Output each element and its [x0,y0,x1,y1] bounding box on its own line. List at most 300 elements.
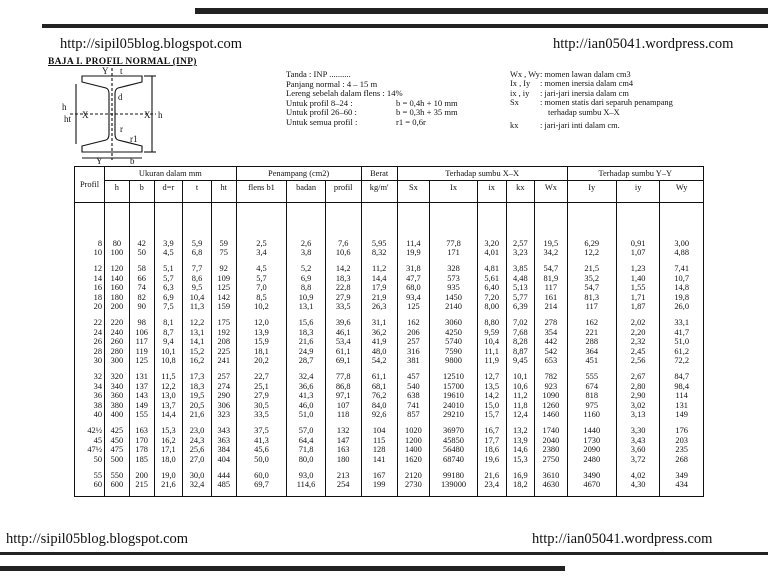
table-cell: 0,91 [616,239,659,248]
table-row [75,264,704,273]
table-cell: 31,1 [361,318,397,327]
table-cell: 139000 [430,480,478,489]
table-cell: 163 [325,445,361,454]
table-cell: 18,2 [506,480,535,489]
table-row [75,293,704,302]
table-cell: 54,2 [361,356,397,365]
table-cell: 10,1 [506,372,535,381]
table-cell: 27,0 [183,455,212,464]
table-cell: 80,0 [287,455,325,464]
table-cell: 159 [211,302,236,311]
table-row [75,410,704,419]
header-profil: Profil [75,167,105,203]
table-cell: 45850 [430,436,478,445]
table-cell: 500 [105,455,130,464]
table-cell: 28 [75,347,105,356]
table-cell: 1460 [535,410,567,419]
table-cell: 93,0 [287,471,325,480]
table-cell: 2,20 [616,328,659,337]
table-cell: 176 [660,426,704,435]
table-cell: 16,7 [477,426,506,435]
table-cell: 1440 [567,426,616,435]
table-cell: 10,4 [183,293,212,302]
table-cell: 2,67 [616,372,659,381]
table-cell: 76,2 [361,391,397,400]
table-cell: 10,6 [506,382,535,391]
table-cell: 171 [430,248,478,257]
table-row [75,356,704,365]
table-row [75,471,704,480]
table-cell: 82 [129,293,154,302]
table-row [75,391,704,400]
table-cell: 16,9 [506,471,535,480]
table-row [75,337,704,346]
table-cell: 360 [105,391,130,400]
table-cell: 254 [325,480,361,489]
legend-profil-8-24-value: b = 0,4h + 10 mm [396,97,458,108]
table-cell: 199 [361,480,397,489]
table-cell: 5,2 [287,264,325,273]
table-cell: 45,6 [236,445,287,454]
table-row [75,302,704,311]
table-cell: 155 [129,410,154,419]
table-cell: 37,5 [236,426,287,435]
table-cell: 6,40 [477,283,506,292]
table-cell: 400 [105,410,130,419]
table-cell: 442 [535,337,567,346]
table-cell: 131 [129,372,154,381]
table-cell: 1200 [397,436,429,445]
table-row [75,283,704,292]
table-cell: 24010 [430,401,478,410]
document-title: BAJA I. PROFIL NORMAL (INP) [48,57,197,67]
table-cell: 240 [105,328,130,337]
table-cell: 142 [211,293,236,302]
table-cell: 119 [129,347,154,356]
profile-table [74,166,704,497]
table-cell: 66 [129,274,154,283]
table-cell: 2040 [535,436,567,445]
table-cell: 215 [129,480,154,489]
table-cell: 33,5 [236,410,287,419]
table-cell: 58 [129,264,154,273]
table-cell: 17,9 [361,283,397,292]
diagram-label-ht: ht [64,114,72,124]
diagram-label-y-bottom: Y [96,156,103,164]
table-cell: 1160 [567,410,616,419]
legend-semua-value: r1 = 0,6r [396,116,426,127]
table-cell: 975 [567,401,616,410]
table-cell: 2,90 [616,391,659,400]
table-cell: 573 [430,274,478,283]
table-cell: 1090 [535,391,567,400]
table-cell: 60,0 [236,471,287,480]
table-cell: 6,39 [506,302,535,311]
table-cell: 1,23 [616,264,659,273]
subheader-d: d=r [154,181,183,203]
subheader-ix-small: ix [477,181,506,203]
table-cell: 257 [211,372,236,381]
table-cell: 363 [211,436,236,445]
table-cell: 3,23 [506,248,535,257]
table-cell: 24 [75,328,105,337]
subheader-badan: badan [287,181,325,203]
table-cell: 3060 [430,318,478,327]
table-row [75,239,704,248]
table-row [75,445,704,454]
table-cell: 36 [75,391,105,400]
table-cell: 26 [75,337,105,346]
table-row [75,318,704,327]
table-cell: 3,60 [616,445,659,454]
table-cell: 27,9 [325,293,361,302]
table-spacer-row [75,311,704,318]
table-cell: 10 [75,248,105,257]
subheader-iy-big: Iy [567,181,616,203]
table-cell: 8 [75,239,105,248]
table-cell: 12510 [430,372,478,381]
table-cell: 4,88 [660,248,704,257]
table-cell: 92,6 [361,410,397,419]
table-cell: 13,0 [154,391,183,400]
table-cell: 6,8 [183,248,212,257]
table-cell: 47½ [75,445,105,454]
table-cell: 10,2 [236,302,287,311]
table-spacer-row [75,203,704,239]
table-cell: 178 [129,445,154,454]
table-cell: 6,29 [567,239,616,248]
table-cell: 128 [361,445,397,454]
table-cell: 12,2 [567,248,616,257]
table-cell: 114 [660,391,704,400]
table-spacer-row [75,419,704,426]
table-cell: 8,6 [183,274,212,283]
table-cell: 8,5 [236,293,287,302]
table-cell: 381 [397,356,429,365]
table-cell: 2,45 [616,347,659,356]
table-cell: 10,9 [287,293,325,302]
table-cell: 19,6 [477,455,506,464]
table-cell: 60 [75,480,105,489]
table-cell: 9,4 [154,337,183,346]
table-cell: 1,87 [616,302,659,311]
table-cell: 30 [75,356,105,365]
table-cell: 18,1 [236,347,287,356]
table-cell: 5,13 [506,283,535,292]
table-row [75,426,704,435]
table-cell: 170 [129,436,154,445]
table-cell: 61,1 [325,347,361,356]
table-cell: 5,77 [506,293,535,302]
table-cell: 71,8 [287,445,325,454]
subheader-profil: profil [325,181,361,203]
table-cell: 7590 [430,347,478,356]
legend-tanda: Tanda : INP .......... [286,69,351,79]
table-cell: 104 [361,426,397,435]
table-cell: 5,95 [361,239,397,248]
table-cell: 140 [105,274,130,283]
table-cell: 180 [325,455,361,464]
url-left-bottom[interactable]: http://sipil05blog.blogspot.com [6,531,189,547]
table-cell: 2,32 [616,337,659,346]
table-cell: 8,7 [154,328,183,337]
table-cell: 36,2 [361,328,397,337]
table-cell: 21,6 [154,480,183,489]
table-cell: 106 [129,328,154,337]
table-cell: 41,7 [660,328,704,337]
table-cell: 306 [211,401,236,410]
table-cell: 125 [129,356,154,365]
table-cell: 7,20 [477,293,506,302]
table-cell: 81,9 [535,274,567,283]
table-cell: 36970 [430,426,478,435]
table-cell: 653 [535,356,567,365]
table-cell: 53,4 [325,337,361,346]
table-cell: 485 [211,480,236,489]
symbol-i-small: ix , iy [510,88,530,98]
table-cell: 38 [75,401,105,410]
symbol-s: Sx [510,98,519,108]
table-cell: 86,8 [325,382,361,391]
table-cell: 1,07 [616,248,659,257]
table-cell: 8,28 [506,337,535,346]
table-cell: 235 [660,445,704,454]
url-left-top[interactable]: http://sipil05blog.blogspot.com [60,36,243,52]
table-cell: 857 [397,410,429,419]
table-cell: 550 [105,471,130,480]
table-cell: 818 [567,391,616,400]
table-cell: 13,1 [183,328,212,337]
table-cell: 90 [129,302,154,311]
table-cell: 1020 [397,426,429,435]
table-cell: 75 [211,248,236,257]
table-cell: 2,80 [616,382,659,391]
table-cell: 203 [660,436,704,445]
table-cell: 80 [105,239,130,248]
table-cell: 2750 [535,455,567,464]
table-cell: 290 [211,391,236,400]
diagram-label-y-top: Y [102,66,109,76]
subheader-flens: flens b1 [236,181,287,203]
url-right-top[interactable]: http://ian05041.wordpress.com [553,36,734,52]
table-cell: 15700 [430,382,478,391]
table-cell: 74 [129,283,154,292]
table-cell: 14 [75,274,105,283]
symbol-s-desc-cont: terhadap sumbu X–X [548,107,620,117]
table-cell: 12,0 [236,318,287,327]
table-cell: 208 [211,337,236,346]
table-cell: 98,4 [660,382,704,391]
table-cell: 6,3 [154,283,183,292]
table-spacer-row [75,464,704,471]
table-cell: 3,72 [616,455,659,464]
table-cell: 14,4 [154,410,183,419]
table-cell: 15,6 [287,318,325,327]
table-cell: 57,0 [287,426,325,435]
table-cell: 21,6 [183,410,212,419]
table-cell: 19,8 [660,293,704,302]
table-cell: 120 [105,264,130,273]
table-cell: 225 [211,347,236,356]
table-cell: 3,43 [616,436,659,445]
table-cell: 100 [105,248,130,257]
table-cell: 13,7 [154,401,183,410]
table-cell: 12,2 [154,382,183,391]
table-cell: 6,9 [287,274,325,283]
table-cell: 451 [567,356,616,365]
table-row [75,436,704,445]
header-ukuran: Ukuran dalam mm [105,167,237,181]
table-cell: 4,02 [616,471,659,480]
table-cell: 17,7 [477,436,506,445]
table-cell: 14,4 [361,274,397,283]
table-cell: 19,9 [397,248,429,257]
table-cell: 5,61 [477,274,506,283]
table-cell: 35,2 [567,274,616,283]
diagram-label-h-left: h [62,102,67,112]
table-cell: 132 [325,426,361,435]
table-cell: 68,1 [361,382,397,391]
symbol-w-desc: : momen lawan dalam cm3 [540,70,631,79]
table-cell: 163 [129,426,154,435]
table-cell: 11,4 [397,239,429,248]
table-body [75,203,704,497]
subheader-berat: kg/m' [361,181,397,203]
table-cell: 31,8 [397,264,429,273]
table-cell: 11,5 [154,372,183,381]
table-cell: 54,7 [567,283,616,292]
url-right-bottom[interactable]: http://ian05041.wordpress.com [532,531,713,547]
table-cell: 32,4 [183,480,212,489]
table-cell: 25,1 [236,382,287,391]
table-cell: 13,2 [506,426,535,435]
symbol-k: kx [510,121,519,131]
table-cell: 18,3 [325,274,361,283]
bottom-bar-lower [0,566,565,571]
table-cell: 69,1 [325,356,361,365]
diagram-label-x-left: X [82,110,89,120]
table-cell: 4,5 [236,264,287,273]
table-cell: 280 [105,347,130,356]
table-cell: 2140 [430,302,478,311]
table-cell: 316 [397,347,429,356]
table-cell: 10,7 [660,274,704,283]
table-cell: 8,80 [477,318,506,327]
table-cell: 50 [129,248,154,257]
table-cell: 162 [567,318,616,327]
table-cell: 323 [211,410,236,419]
table-cell: 22 [75,318,105,327]
table-cell: 600 [105,480,130,489]
table-cell: 935 [430,283,478,292]
table-spacer-row [75,365,704,372]
table-cell: 33,1 [660,318,704,327]
table-cell: 213 [325,471,361,480]
table-spacer-row [75,490,704,497]
table-cell: 2090 [567,445,616,454]
table-cell: 32,4 [287,372,325,381]
table-cell: 98 [129,318,154,327]
table-cell: 10,8 [154,356,183,365]
table-cell: 143 [129,391,154,400]
table-cell: 117 [535,283,567,292]
table-cell: 7,02 [506,318,535,327]
table-cell: 64,4 [287,436,325,445]
symbol-s-desc: : momen statis dari separuh penampang [540,98,673,108]
symbol-i-small-desc: : jari-jari inersia dalam cm [540,88,629,98]
table-cell: 1,71 [616,293,659,302]
table-cell: 20 [75,302,105,311]
table-cell: 13,5 [477,382,506,391]
table-cell: 125 [211,283,236,292]
table-cell: 2120 [397,471,429,480]
table-cell: 16,2 [183,356,212,365]
table-cell: 48,0 [361,347,397,356]
table-cell: 20,2 [236,356,287,365]
table-cell: 22,7 [236,372,287,381]
table-cell: 149 [129,401,154,410]
table-cell: 2,6 [287,239,325,248]
table-cell: 21,9 [361,293,397,302]
top-bar-upper [195,8,768,14]
table-cell: 7,6 [325,239,361,248]
i-beam-profile-diagram [40,64,240,164]
table-cell: 540 [397,382,429,391]
table-cell: 26,0 [660,302,704,311]
table-cell: 115 [361,436,397,445]
table-cell: 1260 [535,401,567,410]
table-cell: 149 [660,410,704,419]
table-cell: 5,1 [154,264,183,273]
table-cell: 117 [567,302,616,311]
table-cell: 2,56 [616,356,659,365]
table-cell: 19610 [430,391,478,400]
table-cell: 46,1 [325,328,361,337]
subheader-h: h [105,181,130,203]
table-cell: 68740 [430,455,478,464]
table-cell: 14,2 [477,391,506,400]
table-cell: 4,5 [154,248,183,257]
table-cell: 7,5 [154,302,183,311]
table-cell: 7,41 [660,264,704,273]
table-cell: 380 [105,401,130,410]
table-cell: 4670 [567,480,616,489]
table-cell: 84,7 [660,372,704,381]
table-cell: 434 [660,480,704,489]
table-cell: 384 [211,445,236,454]
table-cell: 15,3 [154,426,183,435]
table-cell: 81,3 [567,293,616,302]
table-cell: 39,6 [325,318,361,327]
table-cell: 2,57 [506,239,535,248]
table-cell: 3,02 [616,401,659,410]
table-cell: 16,2 [154,436,183,445]
table-cell: 14,6 [506,445,535,454]
table-cell: 23,4 [477,480,506,489]
table-cell: 84,0 [361,401,397,410]
table-cell: 274 [211,382,236,391]
top-bar-lower [42,24,768,28]
table-cell: 3490 [567,471,616,480]
table-cell: 13,9 [236,328,287,337]
diagram-label-r1: r1 [130,134,138,144]
subheader-sx: Sx [397,181,429,203]
table-cell: 241 [211,356,236,365]
table-row [75,372,704,381]
table-cell: 27,9 [236,391,287,400]
table-cell: 51,0 [660,337,704,346]
table-cell: 77,8 [325,372,361,381]
